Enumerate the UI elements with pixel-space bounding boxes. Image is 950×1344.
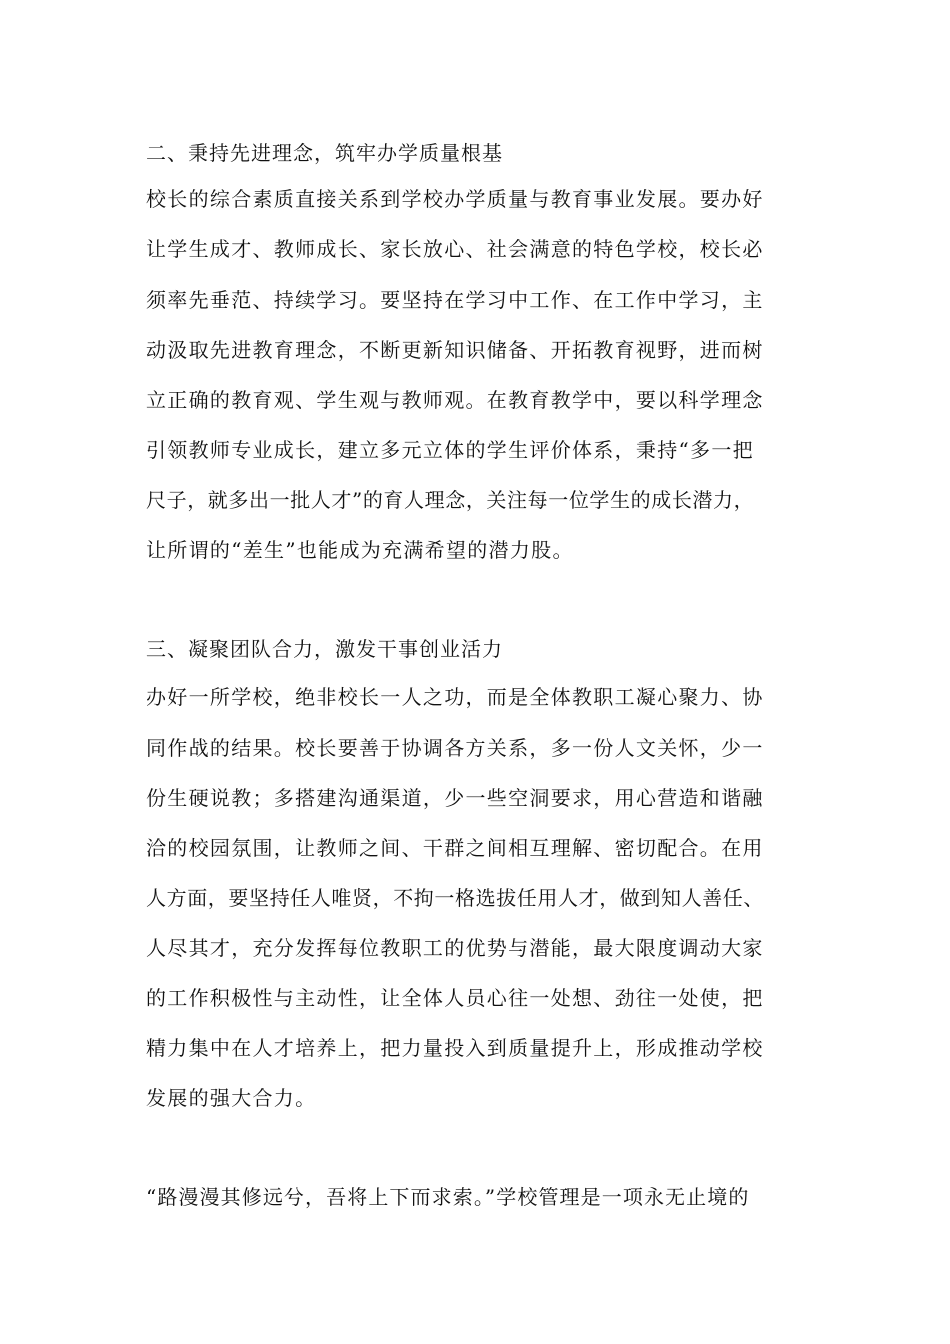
paragraph-line: 动汲取先进教育理念，不断更新知识储备、开拓教育视野，进而树 <box>146 338 764 362</box>
paragraph-line: 份生硬说教；多搭建沟通渠道，少一些空洞要求，用心营造和谐融 <box>146 786 764 810</box>
closing-line: “路漫漫其修远兮，吾将上下而求索。”学校管理是一项永无止境的 <box>146 1185 750 1209</box>
section-heading: 三、凝聚团队合力，激发干事创业活力 <box>146 637 503 661</box>
paragraph-line: 让所谓的“差生”也能成为充满希望的潜力股。 <box>146 538 574 562</box>
paragraph-line: 尺子，就多出一批人才”的育人理念，关注每一位学生的成长潜力， <box>146 488 755 512</box>
paragraph-line: 人尽其才，充分发挥每位教职工的优势与潜能，最大限度调动大家 <box>146 936 764 960</box>
paragraph-line: 人方面，要坚持任人唯贤，不拘一格选拔任用人才，做到知人善任、 <box>146 886 764 910</box>
paragraph-line: 引领教师专业成长，建立多元立体的学生评价体系，秉持“多一把 <box>146 438 754 462</box>
paragraph-line: 让学生成才、教师成长、家长放心、社会满意的特色学校，校长必 <box>146 237 764 261</box>
paragraph-line: 立正确的教育观、学生观与教师观。在教育教学中，要以科学理念 <box>146 388 764 412</box>
paragraph-line: 洽的校园氛围，让教师之间、干群之间相互理解、密切配合。在用 <box>146 836 764 860</box>
paragraph-line: 发展的强大合力。 <box>146 1086 317 1110</box>
paragraph-line: 须率先垂范、持续学习。要坚持在学习中工作、在工作中学习，主 <box>146 288 764 312</box>
paragraph-line: 精力集中在人才培养上，把力量投入到质量提升上，形成推动学校 <box>146 1036 764 1060</box>
paragraph-line: 的工作积极性与主动性，让全体人员心往一处想、劲往一处使，把 <box>146 986 764 1010</box>
paragraph-line: 同作战的结果。校长要善于协调各方关系，多一份人文关怀，少一 <box>146 736 764 760</box>
paragraph-line: 校长的综合素质直接关系到学校办学质量与教育事业发展。要办好 <box>146 187 764 211</box>
section-heading: 二、秉持先进理念，筑牢办学质量根基 <box>146 141 503 165</box>
paragraph-line: 办好一所学校，绝非校长一人之功，而是全体教职工凝心聚力、协 <box>146 685 764 709</box>
